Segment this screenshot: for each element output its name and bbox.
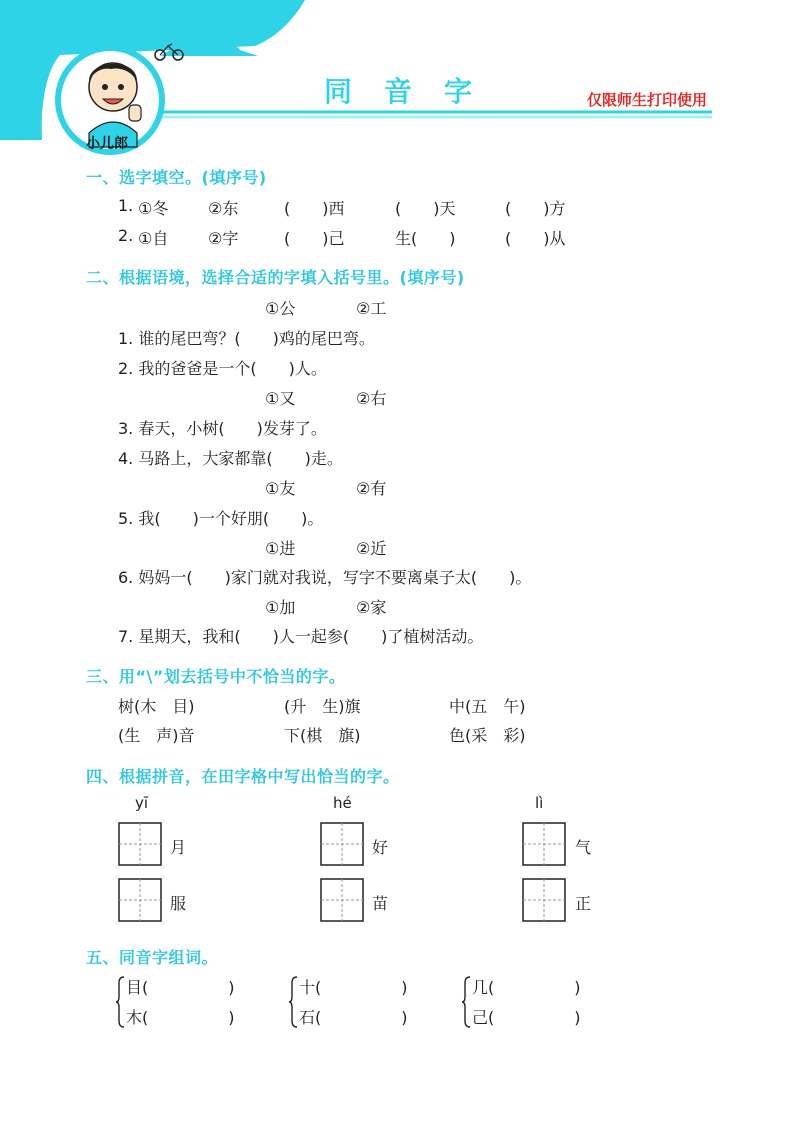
page-title-char-1: 同 <box>324 75 353 108</box>
s3-item-1[interactable]: 树(木 目) <box>118 697 195 716</box>
s2-item-2[interactable]: 2. 我的爸爸是一个( )人。 <box>118 359 327 378</box>
s2-g5-opt-b: ②家 <box>356 598 387 617</box>
brace-icon-3 <box>462 975 472 1029</box>
page-title-char-3: 字 <box>444 75 473 108</box>
brace-icon-1 <box>116 975 126 1029</box>
tianzige-box-1[interactable] <box>118 822 162 866</box>
section5-heading: 五、同音字组词。 <box>86 948 219 967</box>
s2-g2-opt-a: ①又 <box>265 389 296 408</box>
s1-q2-blank-1[interactable]: ( )己 <box>284 229 345 248</box>
s4-word-4: 服 <box>170 894 187 913</box>
s1-q1-blank-3[interactable]: ( )方 <box>505 199 566 218</box>
tianzige-box-2[interactable] <box>320 822 364 866</box>
s2-g1-opt-a: ①公 <box>265 299 296 318</box>
s5-pair2-word2[interactable]: 石( ) <box>299 1008 408 1027</box>
s2-g4-opt-b: ②近 <box>356 539 387 558</box>
s2-g3-opt-b: ②有 <box>356 479 387 498</box>
s2-item-4[interactable]: 4. 马路上，大家都靠( )走。 <box>118 449 343 468</box>
s1-q2-blank-2[interactable]: 生( ) <box>395 229 456 248</box>
s1-q1-blank-1[interactable]: ( )西 <box>284 199 345 218</box>
s2-item-6[interactable]: 6. 妈妈一( )家门就对我说，写字不要离桌子太( )。 <box>118 568 532 587</box>
brace-icon-2 <box>289 975 299 1029</box>
s2-item-3[interactable]: 3. 春天，小树( )发芽了。 <box>118 419 327 438</box>
tianzige-box-4[interactable] <box>118 878 162 922</box>
s2-item-5[interactable]: 5. 我( )一个好朋( )。 <box>118 509 324 528</box>
s4-word-1: 月 <box>170 838 187 857</box>
section3-heading: 三、用“\”划去括号中不恰当的字。 <box>86 667 346 686</box>
tianzige-box-3[interactable] <box>522 822 566 866</box>
s1-q1-opt-a: ①冬 <box>138 199 169 218</box>
s2-g1-opt-b: ②工 <box>356 299 387 318</box>
s1-q2-opt-a: ①自 <box>138 229 169 248</box>
print-restriction-tag: 仅限师生打印使用 <box>587 91 708 109</box>
s5-pair3-word2[interactable]: 己( ) <box>472 1008 581 1027</box>
s2-item-7[interactable]: 7. 星期天，我和( )人一起参( )了植树活动。 <box>118 627 484 646</box>
s5-pair1-word1[interactable]: 目( ) <box>126 978 235 997</box>
tianzige-box-5[interactable] <box>320 878 364 922</box>
page-title-char-2: 音 <box>384 75 413 108</box>
s2-g4-opt-a: ①进 <box>265 539 296 558</box>
section2-heading: 二、根据语境，选择合适的字填入括号里。(填序号) <box>86 268 465 287</box>
s4-word-2: 好 <box>372 838 389 857</box>
s1-q1-opt-b: ②东 <box>208 199 239 218</box>
section4-heading: 四、根据拼音，在田字格中写出恰当的字。 <box>86 767 400 786</box>
section1-heading: 一、选字填空。(填序号) <box>86 168 267 187</box>
s2-g3-opt-a: ①友 <box>265 479 296 498</box>
s4-word-6: 正 <box>575 894 592 913</box>
s1-q2-num: 2. <box>118 226 134 245</box>
s5-pair3-word1[interactable]: 几( ) <box>472 978 581 997</box>
s1-q1-num: 1. <box>118 196 134 215</box>
tianzige-box-6[interactable] <box>522 878 566 922</box>
s3-item-4[interactable]: (生 声)音 <box>118 726 195 745</box>
s4-pinyin-3: lì <box>535 794 544 812</box>
s4-word-5: 苗 <box>372 894 389 913</box>
brand-label: 小儿郎 <box>86 136 128 152</box>
s1-q2-blank-3[interactable]: ( )从 <box>505 229 566 248</box>
s3-item-5[interactable]: 下(棋 旗) <box>284 726 361 745</box>
s3-item-2[interactable]: (升 生)旗 <box>284 697 361 716</box>
s4-pinyin-2: hé <box>333 794 352 812</box>
s4-pinyin-1: yī <box>135 794 149 812</box>
s2-g2-opt-b: ②右 <box>356 389 387 408</box>
s1-q1-blank-2[interactable]: ( )天 <box>395 199 456 218</box>
s2-g5-opt-a: ①加 <box>265 598 296 617</box>
s5-pair1-word2[interactable]: 木( ) <box>126 1008 235 1027</box>
s3-item-3[interactable]: 中(五 午) <box>449 697 526 716</box>
s4-word-3: 气 <box>575 838 592 857</box>
s2-item-1[interactable]: 1. 谁的尾巴弯？( )鸡的尾巴弯。 <box>118 329 375 348</box>
s5-pair2-word1[interactable]: 十( ) <box>299 978 408 997</box>
s1-q2-opt-b: ②字 <box>208 229 239 248</box>
s3-item-6[interactable]: 色(采 彩) <box>449 726 526 745</box>
